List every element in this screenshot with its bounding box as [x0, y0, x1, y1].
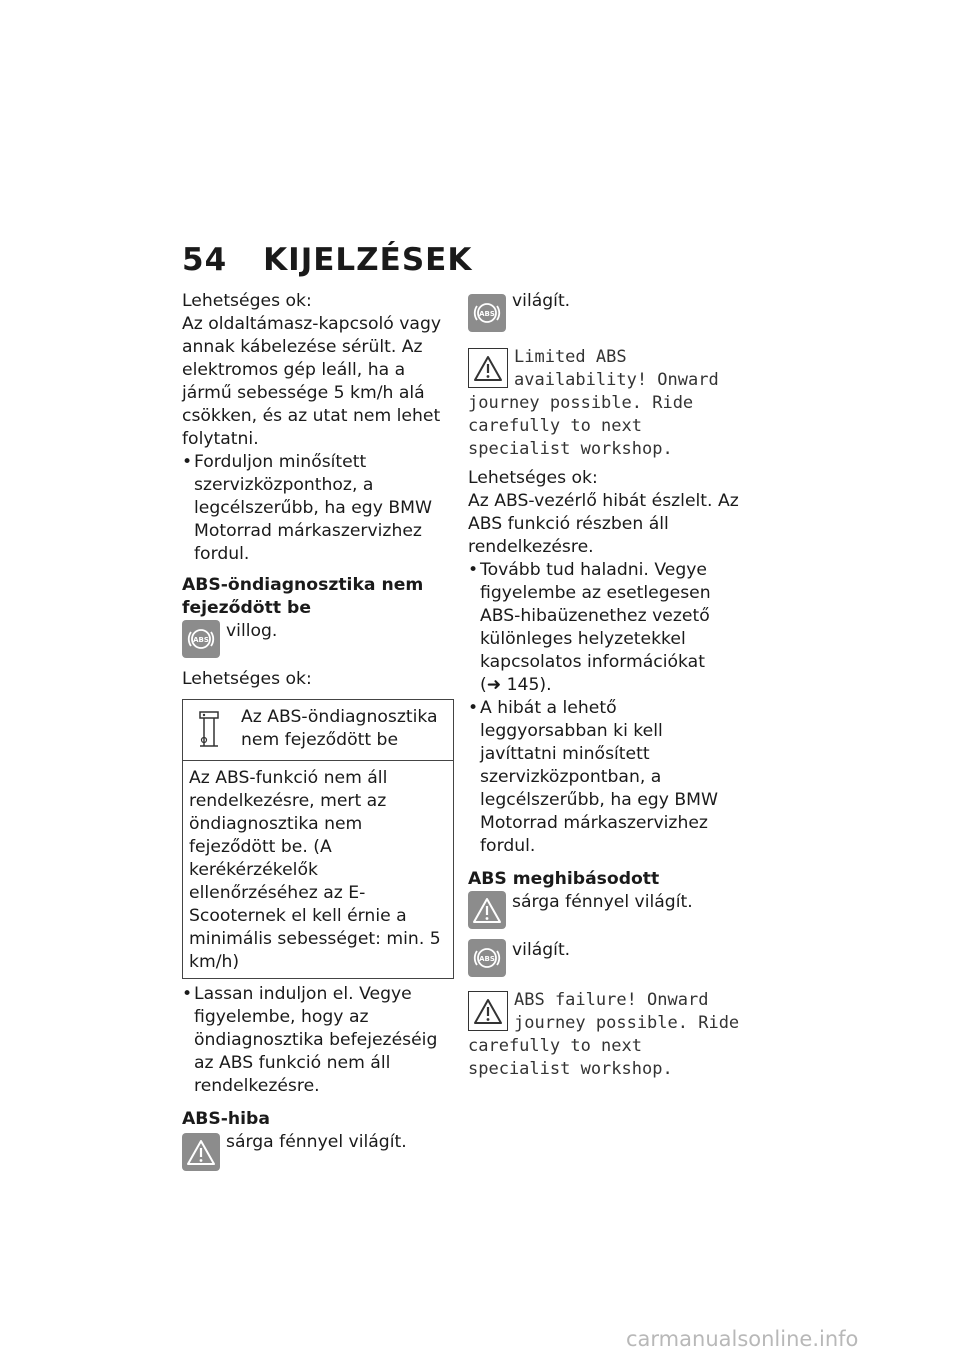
- abs-icon: [468, 294, 506, 332]
- watermark: carmanualsonline.info: [626, 1327, 859, 1351]
- arrow-right-icon: ➜: [486, 675, 502, 695]
- right-column: [468, 290, 743, 1081]
- indicator-text: világít.: [512, 940, 571, 960]
- cause-label: Lehetséges ok:: [182, 669, 312, 689]
- indicator-text: sárga fénnyel világít.: [512, 892, 693, 912]
- page-reference[interactable]: (➜ 145).: [480, 675, 552, 695]
- indicator-row: [468, 891, 743, 929]
- display-message-text: Limited ABS availability! Onward journey possible. Ride carefully to next specialist workshop.: [468, 347, 719, 459]
- display-message: [468, 346, 743, 461]
- page-number: 54: [182, 242, 228, 278]
- indicator-text: világít.: [512, 291, 571, 311]
- bullet-item: [468, 559, 743, 697]
- note-body: Az ABS-funkció nem áll rendelkezésre, mert az öndiagnosztika nem fejeződött be. (A kerékérzékelők ellenőrzéséhez az E-Scooternek el kell érnie a minimális sebességet: min. 5 km/h): [189, 768, 441, 972]
- info-box: [182, 699, 454, 979]
- indicator-text: villog.: [226, 621, 278, 641]
- indicator-text: sárga fénnyel világít.: [226, 1132, 407, 1152]
- cause-label: Lehetséges ok:: [182, 291, 312, 311]
- note-icon: [191, 706, 227, 752]
- cause-text: Az ABS-vezérlő hibát észlelt. Az ABS funkció részben áll rendelkezésre.: [468, 491, 739, 557]
- svg-text:ABS: ABS: [479, 955, 495, 963]
- indicator-row: [182, 1131, 454, 1171]
- note-title: Az ABS-öndiagnosztika nem fejeződött be: [241, 707, 438, 750]
- left-column: [182, 290, 454, 1171]
- indicator-row: [468, 939, 743, 977]
- section-heading: ABS meghibásodott: [468, 869, 660, 889]
- bullet-item: • Lassan induljon el. Vegye figyelembe, hogy az öndiagnosztika befejezéséig az ABS funkció nem áll rendelkezésre.: [182, 983, 454, 1098]
- bullet-item: • A hibát a lehető leggyorsabban ki kell javíttatni minősített szervizközpontban, a legcélszerűbb, ha egy BMW Motorrad márkaszervizhez fordul.: [468, 697, 743, 858]
- warning-triangle-icon: [182, 1133, 220, 1171]
- page-header: [182, 242, 472, 278]
- reference-page-number: 145: [506, 675, 540, 695]
- display-message-text: ABS failure! Onward journey possible. Ride carefully to next specialist workshop.: [468, 990, 740, 1079]
- bullet-text: Tovább tud haladni. Vegye figyelembe az esetlegesen ABS-hibaüzenethez vezető különleges helyzetekkel kapcsolatos információkat: [480, 560, 711, 672]
- cause-label: Lehetséges ok:: [468, 468, 598, 488]
- warning-triangle-icon: [468, 891, 506, 929]
- abs-icon: [182, 620, 220, 658]
- indicator-row: [182, 620, 454, 658]
- indicator-row: [468, 290, 743, 332]
- warning-triangle-icon: [468, 991, 508, 1031]
- svg-text:ABS: ABS: [193, 636, 209, 644]
- section-heading: ABS-öndiagnosztika nem fejeződött be: [182, 575, 424, 618]
- bullet-item: • Forduljon minősített szervizközponthoz, a legcélszerűbb, ha egy BMW Motorrad márkaszervizhez fordul.: [182, 451, 454, 566]
- svg-text:ABS: ABS: [479, 310, 495, 318]
- page-title: KIJELZÉSEK: [263, 242, 473, 278]
- cause-text: Az oldaltámasz-kapcsoló vagy annak kábelezése sérült. Az elektromos gép leáll, ha a jármű sebessége 5 km/h alá csökken, és az utat nem lehet folytatni.: [182, 314, 442, 449]
- section-heading: ABS-hiba: [182, 1109, 270, 1129]
- abs-icon: [468, 939, 506, 977]
- warning-triangle-icon: [468, 348, 508, 388]
- display-message: [468, 989, 743, 1081]
